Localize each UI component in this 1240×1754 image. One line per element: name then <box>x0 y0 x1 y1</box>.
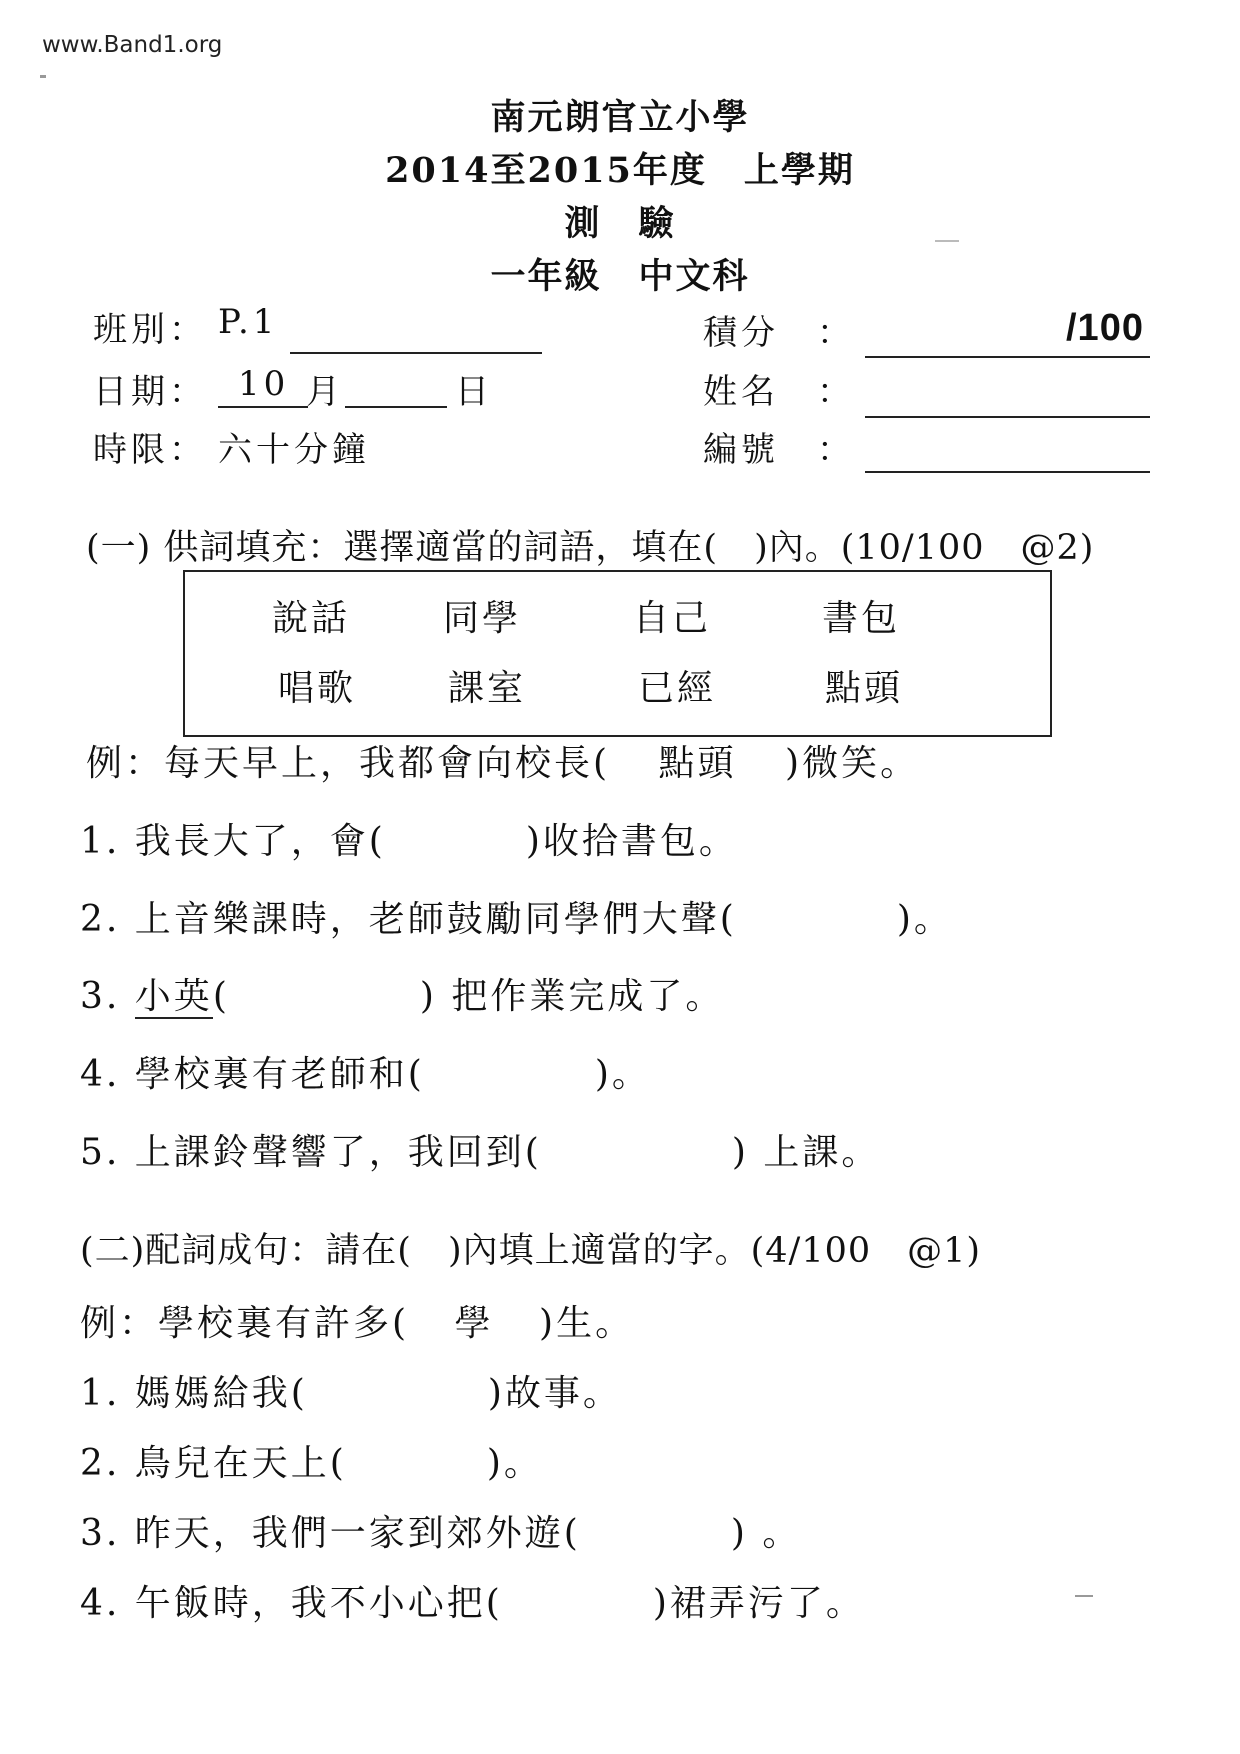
question-text-before: 1. 媽媽給我( <box>80 1373 308 1414</box>
example-text-after: )生。 <box>539 1303 635 1344</box>
question-text-before: 4. 午飯時，我不小心把( <box>80 1583 503 1624</box>
section2-example <box>80 1295 634 1346</box>
time-label: 時限： <box>93 430 207 470</box>
word-bank-item: 同學 <box>443 598 522 639</box>
date-month-value: 10 <box>238 364 290 404</box>
section1-question-5 <box>80 1124 880 1175</box>
example-answer: 點頭 <box>658 743 737 784</box>
date-label: 日期： <box>93 372 207 412</box>
section2-question-4 <box>80 1575 865 1626</box>
question-text-before: 1. 我長大了，會( <box>80 821 386 862</box>
example-answer: 學 <box>454 1303 494 1344</box>
word-bank-item: 說話 <box>272 598 351 639</box>
question-text-before: ( <box>212 976 230 1017</box>
question-text-before: 2. 鳥兒在天上( <box>80 1443 347 1484</box>
question-text-after: )裙弄污了。 <box>652 1583 865 1624</box>
section1-example <box>86 735 919 786</box>
score-label: 積分 ： <box>703 313 855 353</box>
example-text-after: )微笑。 <box>785 743 920 784</box>
question-text-after: )收拾書包。 <box>525 821 738 862</box>
name-label: 姓名 ： <box>703 372 855 412</box>
word-bank-item: 課室 <box>448 668 527 709</box>
question-text-after: )故事。 <box>487 1373 622 1414</box>
section1-question-3 <box>80 968 724 1019</box>
date-day-underline <box>345 406 447 408</box>
question-text-after: ) 把作業完成了。 <box>419 976 725 1017</box>
word-bank-item: 點頭 <box>825 668 904 709</box>
class-label: 班別： <box>93 310 207 350</box>
section1-question-1 <box>80 813 738 864</box>
section2-heading: (二)配詞成句：請在( )內填上適當的字。(4/100 @1) <box>80 1231 982 1271</box>
watermark: www.Band1.org <box>42 32 223 58</box>
word-bank-item: 已經 <box>638 668 717 709</box>
scan-speck <box>40 75 46 78</box>
grade-subject: 一年級 中文科 <box>490 256 750 297</box>
score-underline <box>865 356 1150 358</box>
section2-question-3 <box>80 1505 801 1556</box>
section1-question-2 <box>80 891 953 942</box>
word-bank-item: 唱歌 <box>278 668 357 709</box>
question-text-before: 4. 學校裏有老師和( <box>80 1054 425 1095</box>
time-value: 六十分鐘 <box>218 430 370 470</box>
name-underline <box>865 416 1150 418</box>
date-day-unit: 日 <box>455 372 493 412</box>
number-label: 編號 ： <box>703 430 855 470</box>
class-value: P.1 <box>218 302 279 342</box>
word-bank-item: 書包 <box>822 598 901 639</box>
date-month-unit: 月 <box>306 372 344 412</box>
scan-speck <box>935 240 959 242</box>
section1-question-4 <box>80 1046 651 1097</box>
number-underline <box>865 471 1150 473</box>
question-text-before: 5. 上課鈴聲響了，我回到( <box>80 1132 542 1173</box>
question-text-before: 3. 昨天，我們一家到郊外遊( <box>80 1513 581 1554</box>
score-total: /100 <box>1066 307 1144 349</box>
scan-speck <box>1075 1595 1093 1597</box>
underlined-name: 小英 <box>134 976 213 1017</box>
example-text-before: 例：學校裏有許多( <box>80 1303 410 1344</box>
school-name: 南元朗官立小學 <box>490 97 750 138</box>
word-bank-item: 自己 <box>633 598 712 639</box>
question-text-before: 2. 上音樂課時，老師鼓勵同學們大聲( <box>80 899 737 940</box>
question-text-after: )。 <box>486 1443 543 1484</box>
example-text-before: 例：每天早上，我都會向校長( <box>86 743 611 784</box>
class-underline <box>290 352 542 354</box>
question-text-after: )。 <box>594 1054 651 1095</box>
question-text-after: ) 上課。 <box>731 1132 881 1173</box>
section2-question-1 <box>80 1365 622 1416</box>
school-year: 2014至2015年度 上學期 <box>385 150 855 191</box>
section1-heading: (一) 供詞填充：選擇適當的詞語，填在( )內。(10/100 @2) <box>86 528 1095 568</box>
section2-question-2 <box>80 1435 543 1486</box>
question-text-after: )。 <box>896 899 953 940</box>
date-month-underline <box>218 406 308 408</box>
question-number: 3. <box>80 976 135 1017</box>
exam-title: 測 驗 <box>564 203 676 244</box>
question-text-after: ) 。 <box>730 1513 802 1554</box>
